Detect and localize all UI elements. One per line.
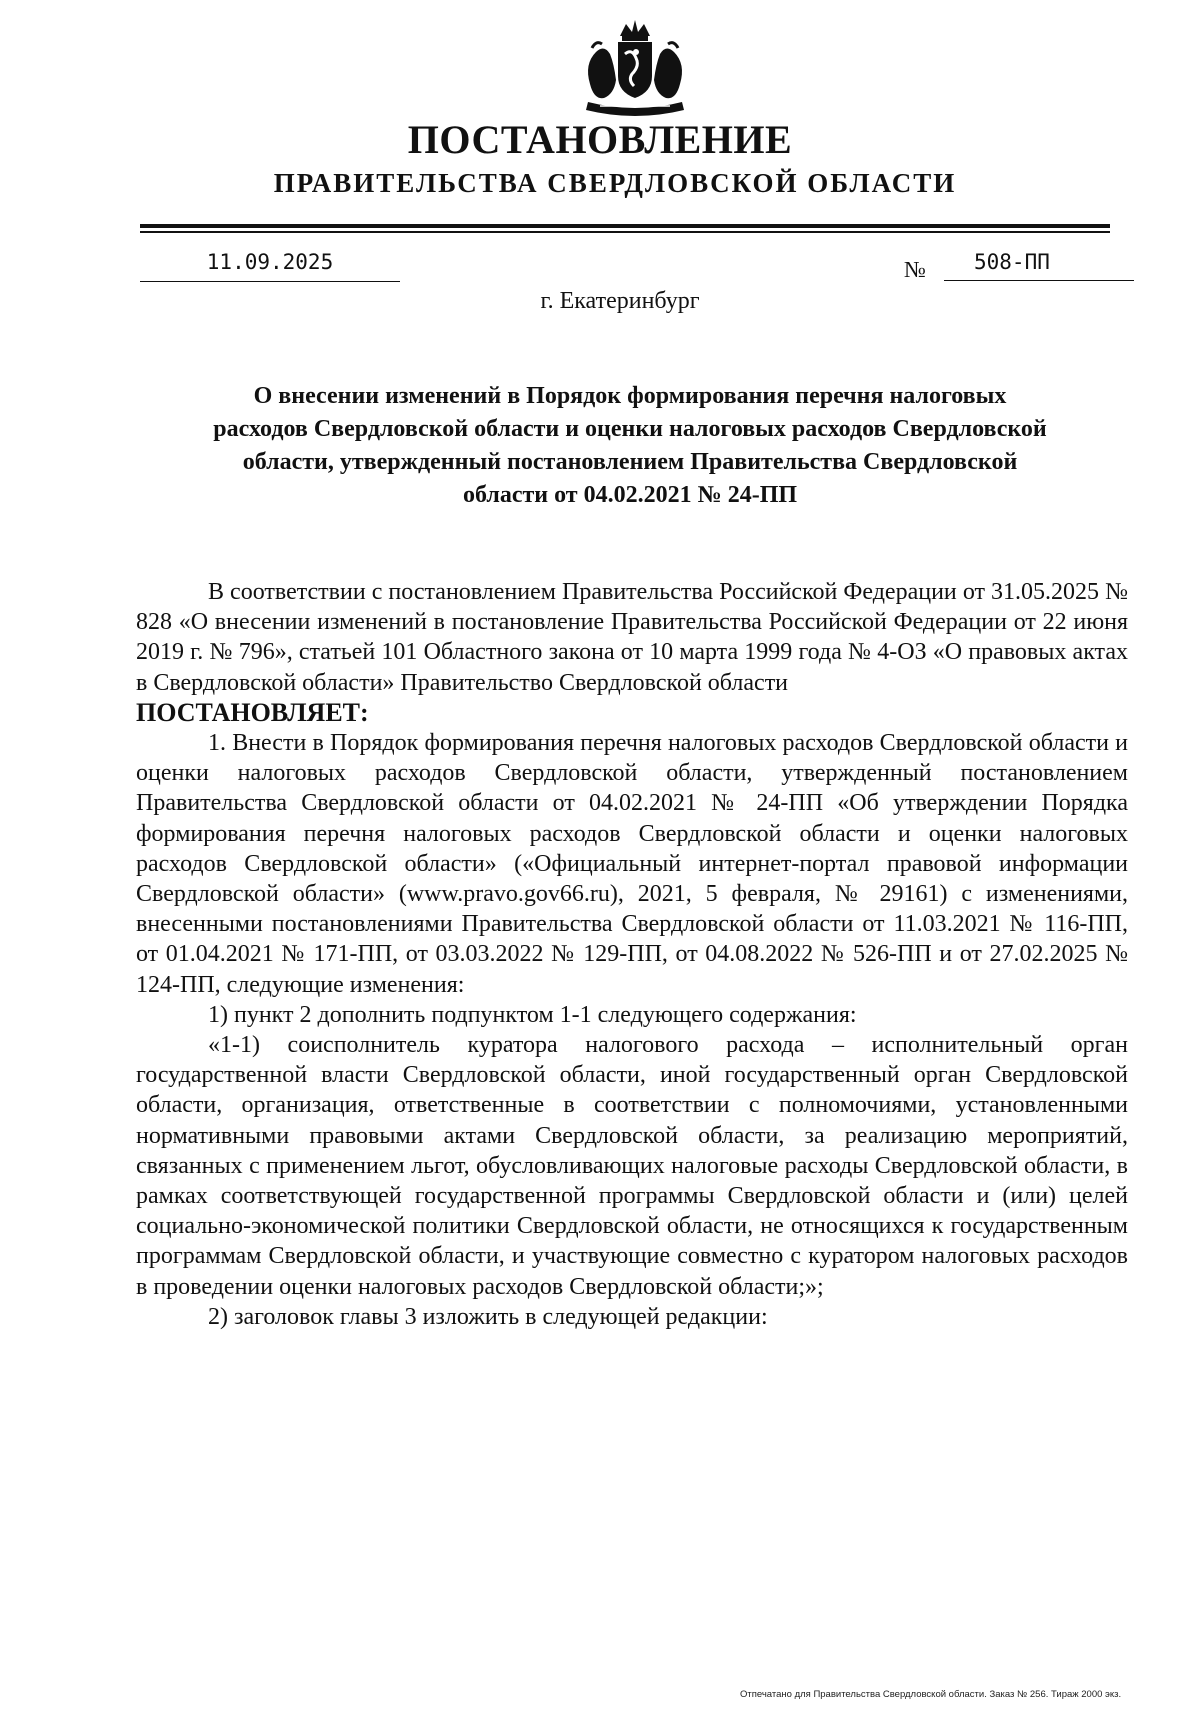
subitem-2-paragraph: 2) заголовок главы 3 изложить в следующей редакции: xyxy=(208,1303,768,1330)
document-type-title: ПОСТАНОВЛЕНИЕ xyxy=(407,117,793,162)
preamble-paragraph: В соответствии с постановлением Правительства Российской Федерации от 31.05.2025 № 828 «О внесении изменений в постановление Правительства Российской Федерации от 22 июня 2019 г. № 796», статьей 101 Областного закона от 10 марта 1999 года № 4-ОЗ «О правовых актах в Свердловской области» Правительство Свердловской области xyxy=(136,579,1128,696)
decree-word: ПОСТАНОВЛЯЕТ: xyxy=(136,697,369,727)
header-rule-thin xyxy=(140,231,1110,233)
place-of-issue: г. Екатеринбург xyxy=(540,288,700,314)
document-heading: О внесении изменений в Порядок формирования перечня налоговых расходов Свердловской области и оценки налоговых расходов Свердловской области, утвержденный постановлением Правительства Свердловской области от 04.02.2021 № 24-ПП xyxy=(213,383,1047,508)
header-rule-thick xyxy=(140,224,1110,228)
document-body xyxy=(136,577,1128,1332)
number-label: № xyxy=(904,257,926,282)
issuing-authority: ПРАВИТЕЛЬСТВА СВЕРДЛОВСКОЙ ОБЛАСТИ xyxy=(273,168,957,198)
subitem-1-paragraph: 1) пункт 2 дополнить подпунктом 1-1 следующего содержания: xyxy=(208,1001,857,1028)
document-date: 11.09.2025 xyxy=(140,247,400,282)
coat-of-arms-sverdlovsk-icon xyxy=(570,14,700,126)
quoted-subitem-1-1: «1-1) соисполнитель куратора налогового расхода – исполнительный орган государственной власти Свердловской области, иной государственный орган Свердловской области, организация, ответственные в соответствии с полномочиями, установленными нормативными правовыми актами Свердловской области, за реализацию мероприятий, связанных с применением льгот, обусловливающих налоговые расходы Свердловской области, в рамках соответствующей государственной программы Свердловской области и (или) целей социально-экономической политики Свердловской области, не относящихся к государственным программам Свердловской области, и участвующие совместно с куратором налоговых расходов в проведении оценки налоговых расходов Свердловской области;»; xyxy=(136,1032,1128,1300)
document-number: 508-ПП xyxy=(944,247,1134,281)
item-1-paragraph: 1. Внести в Порядок формирования перечня налоговых расходов Свердловской области и оценки налоговых расходов Свердловской области, утвержденный постановлением Правительства Свердловской области от 04.02.2021 № 24-ПП «Об утверждении Порядка формирования перечня налоговых расходов Свердловской области и оценки налоговых расходов Свердловской области» («Официальный интернет-портал правовой информации Свердловской области» (www.pravo.gov66.ru), 2021, 5 февраля, № 29161) с изменениями, внесенными постановлениями Правительства Свердловской области от 11.03.2021 № 116-ПП, от 01.04.2021 № 171-ПП, от 03.03.2022 № 129-ПП, от 04.08.2022 № 526-ПП и от 27.02.2025 № 124-ПП, следующие изменения: xyxy=(136,730,1128,998)
print-note: Отпечатано для Правительства Свердловской области. Заказ № 256. Тираж 2000 экз. xyxy=(740,1689,1122,1700)
